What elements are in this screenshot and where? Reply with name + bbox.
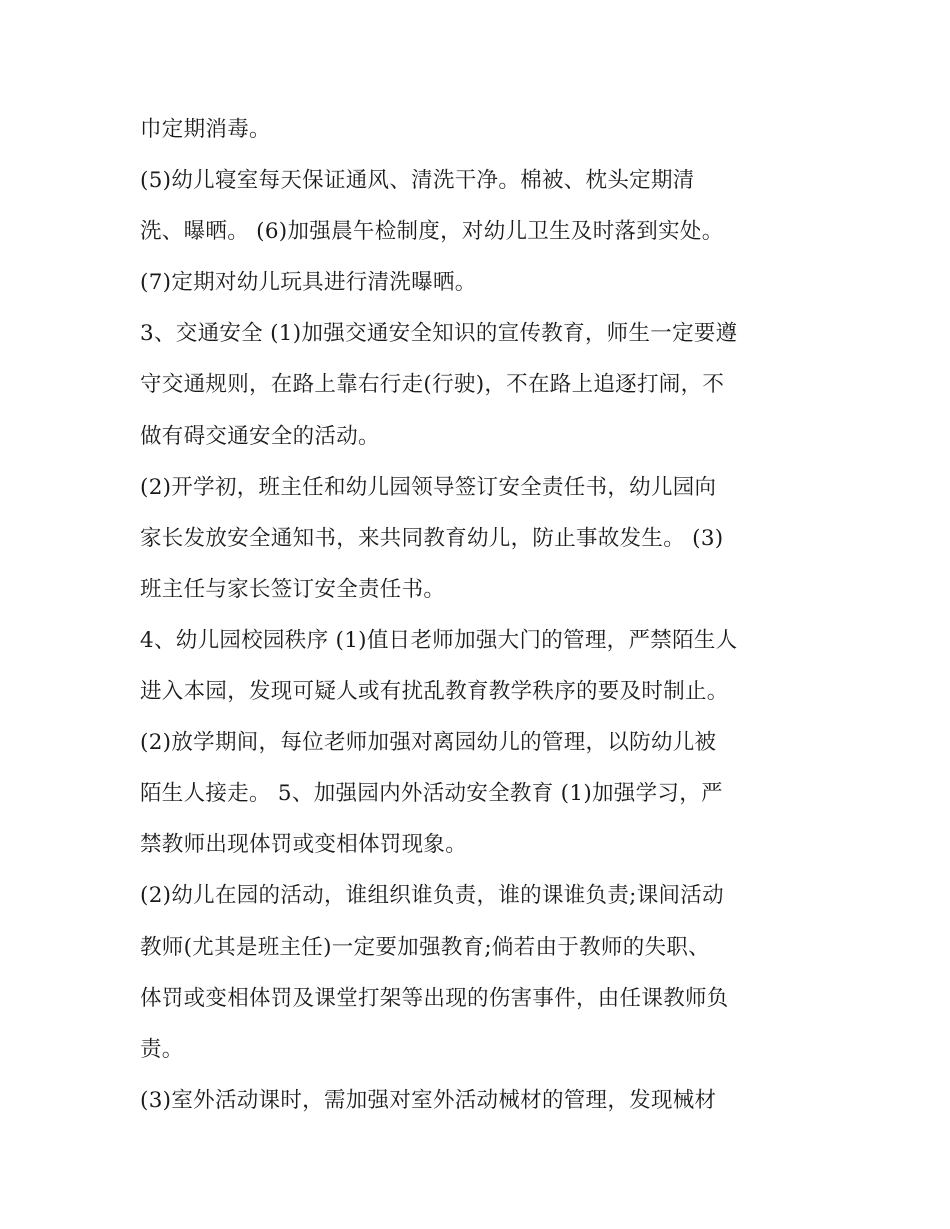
text-line: (2)开学初，班主任和幼儿园领导签订安全责任书，幼儿园向	[140, 474, 717, 500]
text-line: 3、交通安全 (1)加强交通安全知识的宣传教育，师生一定要遵	[140, 321, 738, 347]
text-line: 教师(尤其是班主任)一定要加强教育;倘若由于教师的失职、	[140, 934, 710, 960]
text-line: 责。	[140, 1036, 184, 1062]
text-line: 体罚或变相体罚及课堂打架等出现的伤害事件，由任课教师负	[140, 985, 729, 1011]
text-line: 巾定期消毒。	[140, 117, 271, 142]
text-line: 禁教师出现体罚或变相体罚现象。	[140, 832, 468, 858]
text-line: 守交通规则，在路上靠右行走(行驶)，不在路上追逐打闹，不	[140, 372, 725, 398]
text-line: 陌生人接走。 5、加强园内外活动安全教育 (1)加强学习，严	[140, 781, 723, 807]
text-line: (7)定期对幼儿玩具进行清洗曝晒。	[140, 270, 477, 296]
text-line: 洗、曝晒。 (6)加强晨午检制度，对幼儿卫生及时落到实处。	[140, 219, 724, 245]
text-line: 家长发放安全通知书，来共同教育幼儿，防止事故发生。 (3)	[140, 525, 724, 551]
document-body	[140, 104, 840, 1126]
text-line: (2)放学期间，每位老师加强对离园幼儿的管理，以防幼儿被	[140, 730, 717, 756]
text-line: (3)室外活动课时，需加强对室外活动械材的管理，发现械材	[140, 1087, 717, 1113]
text-line: (5)幼儿寝室每天保证通风、清洗干净。棉被、枕头定期清	[140, 168, 695, 194]
text-line: 做有碍交通安全的活动。	[140, 423, 380, 449]
text-line: 班主任与家长签订安全责任书。	[140, 576, 446, 602]
text-line: 4、幼儿园校园秩序 (1)值日老师加强大门的管理，严禁陌生人	[140, 627, 738, 653]
text-line: (2)幼儿在园的活动，谁组织谁负责，谁的课谁负责;课间活动	[140, 883, 724, 909]
text-line: 进入本园，发现可疑人或有扰乱教育教学秩序的要及时制止。	[140, 679, 729, 705]
